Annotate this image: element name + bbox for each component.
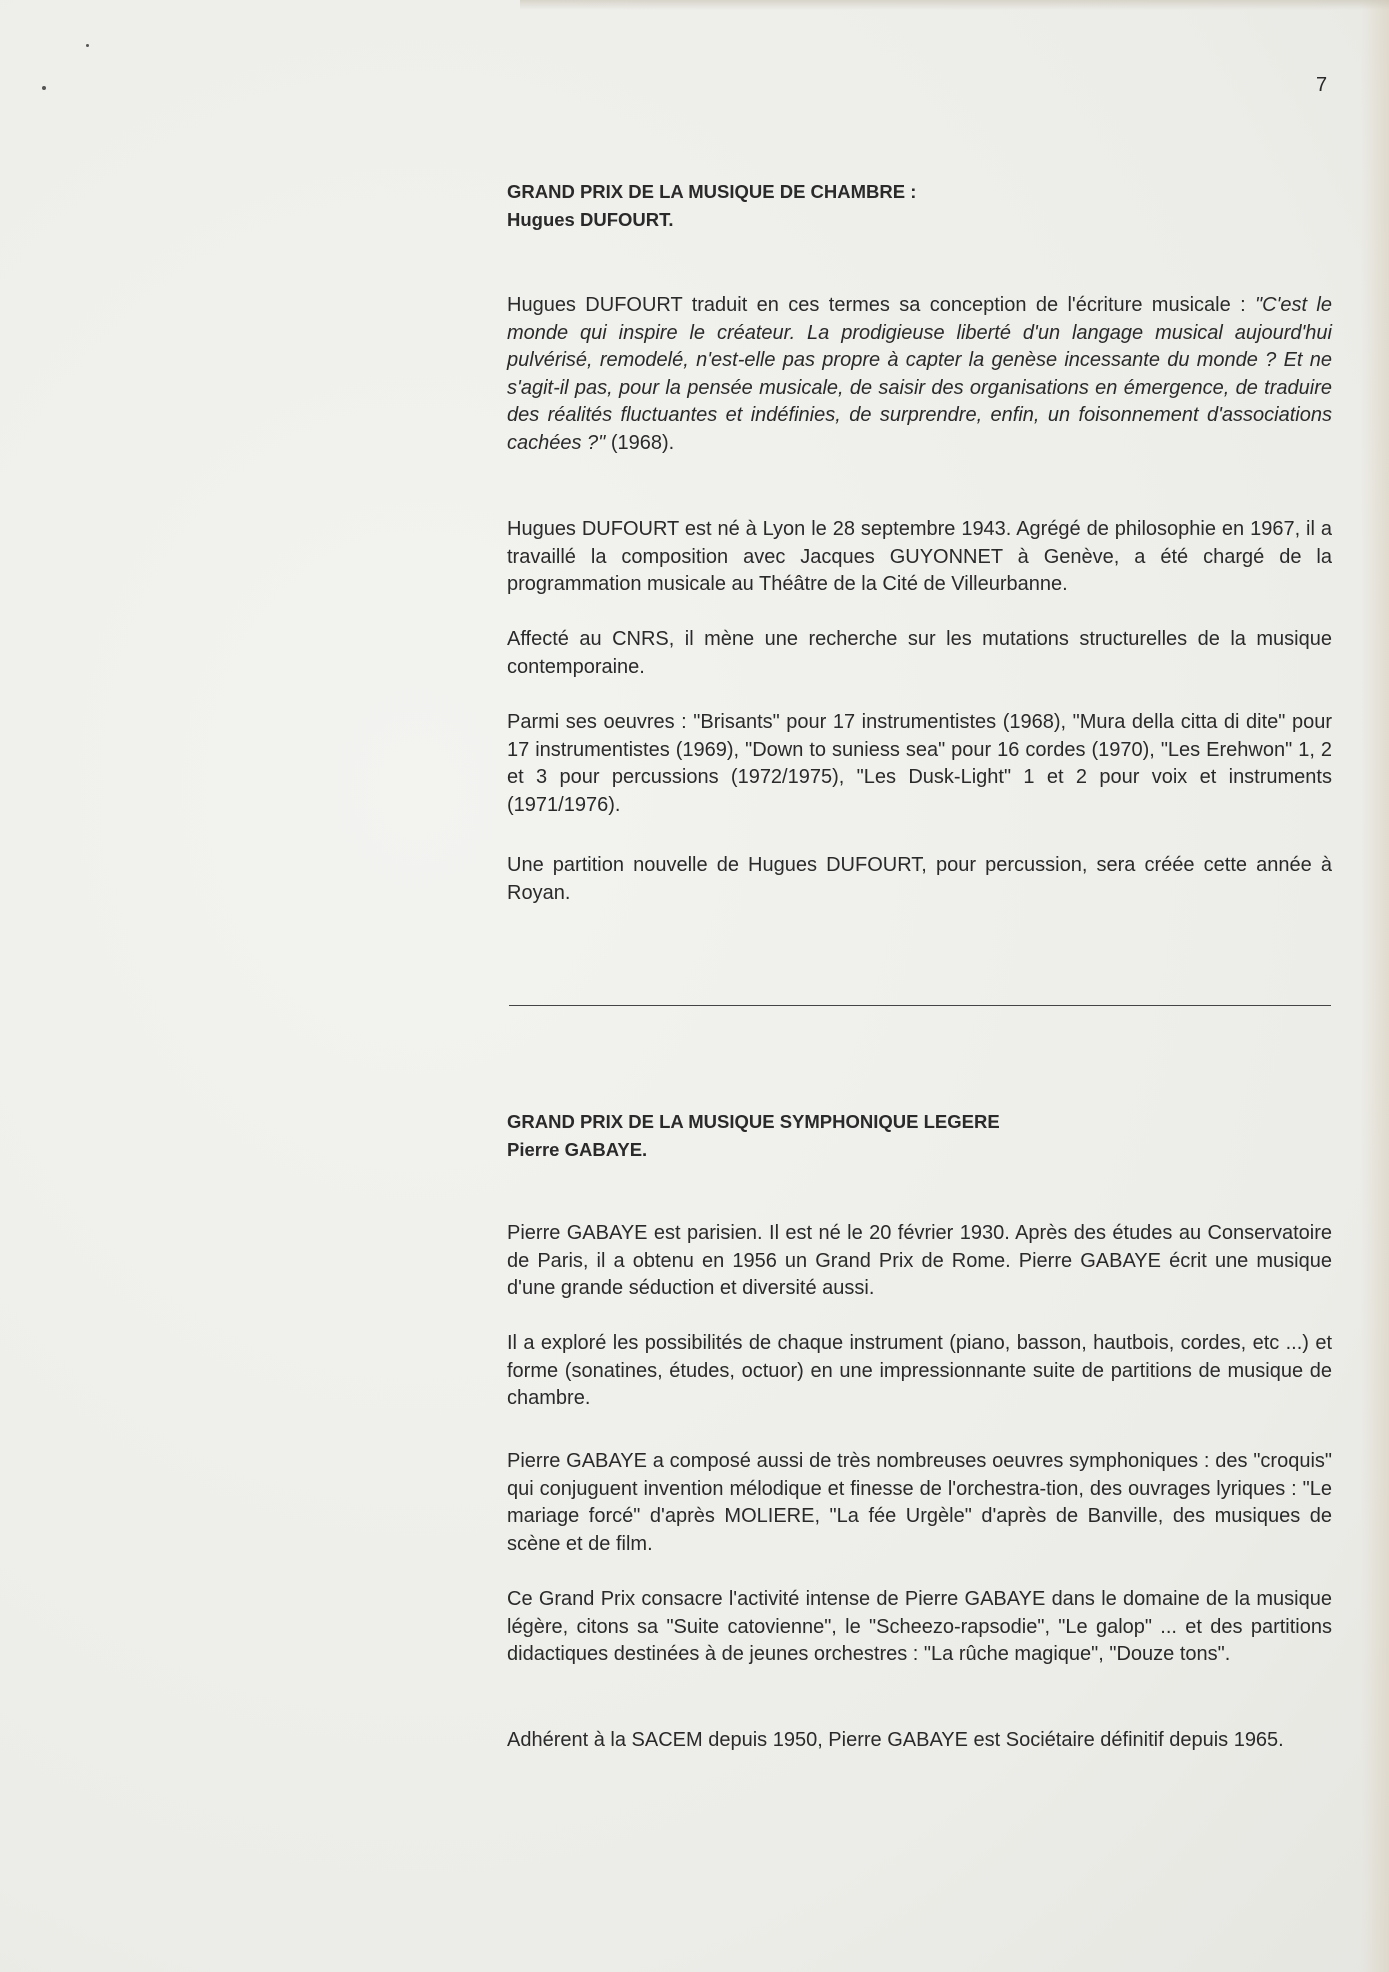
paragraph-block: [507, 516, 1332, 599]
heading-line: GRAND PRIX DE LA MUSIQUE DE CHAMBRE :: [507, 181, 917, 202]
section-chamber-music: [507, 178, 1332, 234]
paper-edge-shadow: [1361, 0, 1389, 1972]
heading-line: Pierre GABAYE.: [507, 1139, 648, 1160]
ink-speck: [42, 86, 46, 90]
paragraph: Pierre GABAYE est parisien. Il est né le 20 février 1930. Après des études au Conservatoire de Paris, il a obtenu en 1956 un Grand Prix de Rome. Pierre GABAYE écrit une musique d'une grande séduction et diversité aussi.: [507, 1222, 1332, 1299]
paragraph-text: (1968).: [605, 431, 675, 454]
heading-line: Hugues DUFOURT.: [507, 209, 674, 230]
paragraph-block: [507, 1220, 1332, 1303]
paragraph-block: [507, 852, 1332, 907]
heading-line: GRAND PRIX DE LA MUSIQUE SYMPHONIQUE LEGERE: [507, 1111, 1000, 1132]
paragraph-block: [507, 1330, 1332, 1413]
paragraph-text: Hugues DUFOURT traduit en ces termes sa conception de l'écriture musicale :: [507, 294, 1256, 316]
paragraph: Parmi ses oeuvres : "Brisants" pour 17 instrumentistes (1968), "Mura della citta di dite" pour 17 instrumentistes (1969), "Down to suniess sea" pour 16 cordes (1970), "Les Erehwon" 1, 2 et 3 pour percussions (1972/1975), "Les Dusk-Light" 1 et 2 pour voix et instruments (1971/1976).: [507, 711, 1332, 816]
paragraph: Il a exploré les possibilités de chaque instrument (piano, basson, hautbois, cordes, etc ...) et forme (sonatines, études, octuor) en une impressionnante suite de partitions de musique de chambre.: [507, 1332, 1332, 1409]
paragraph: Une partition nouvelle de Hugues DUFOURT, pour percussion, sera créée cette année à Royan.: [507, 854, 1332, 904]
paper-top-shadow: [520, 0, 1389, 10]
paragraph-block: [507, 1727, 1332, 1755]
paragraph-block: [507, 709, 1332, 819]
ink-speck: [86, 44, 89, 47]
page-number: 7: [1316, 74, 1328, 96]
paragraph-block: [507, 626, 1332, 681]
paragraph-block: [507, 1586, 1332, 1669]
section-chamber-music-body: [507, 292, 1332, 457]
section-divider: [509, 1005, 1331, 1006]
quotation: "C'est le monde qui inspire le créateur. La prodigieuse liberté d'un langage musical aujourd'hui pulvérisé, remodelé, n'est-elle pas propre à capter la genèse incessante du monde ? Et ne s'agit-il pas, pour la pensée musicale, de saisir des organisations en émergence, de traduire des réalités fluctuantes et indéfinies, de surprendre, enfin, un foisonnement d'associations cachées ?": [507, 294, 1332, 454]
paragraph: Adhérent à la SACEM depuis 1950, Pierre GABAYE est Sociétaire définitif depuis 1965.: [507, 1729, 1284, 1751]
paragraph: Hugues DUFOURT est né à Lyon le 28 septembre 1943. Agrégé de philosophie en 1967, il a travaillé la composition avec Jacques GUYONNET à Genève, a été chargé de la programmation musicale au Théâtre de la Cité de Villeurbanne.: [507, 518, 1332, 595]
section-heading: [507, 1108, 1332, 1164]
section-light-symphonic: [507, 1108, 1332, 1164]
section-heading: [507, 178, 1332, 234]
paragraph: Pierre GABAYE a composé aussi de très nombreuses oeuvres symphoniques : des "croquis" qui conjuguent invention mélodique et finesse de l'orchestra-tion, des ouvrages lyriques : "Le mariage forcé" d'après MOLIERE, "La fée Urgèle" d'après de Banville, des musiques de scène et de film.: [507, 1450, 1332, 1555]
paragraph: Ce Grand Prix consacre l'activité intense de Pierre GABAYE dans le domaine de la musique légère, citons sa "Suite catovienne", le "Scheezo-rapsodie", "Le galop" ... et des partitions didactiques destinées à de jeunes orchestres : "La rûche magique", "Douze tons".: [507, 1588, 1332, 1665]
paragraph-block: [507, 1448, 1332, 1558]
paragraph: Affecté au CNRS, il mène une recherche sur les mutations structurelles de la musique contemporaine.: [507, 628, 1332, 678]
paragraph: [507, 292, 1332, 457]
